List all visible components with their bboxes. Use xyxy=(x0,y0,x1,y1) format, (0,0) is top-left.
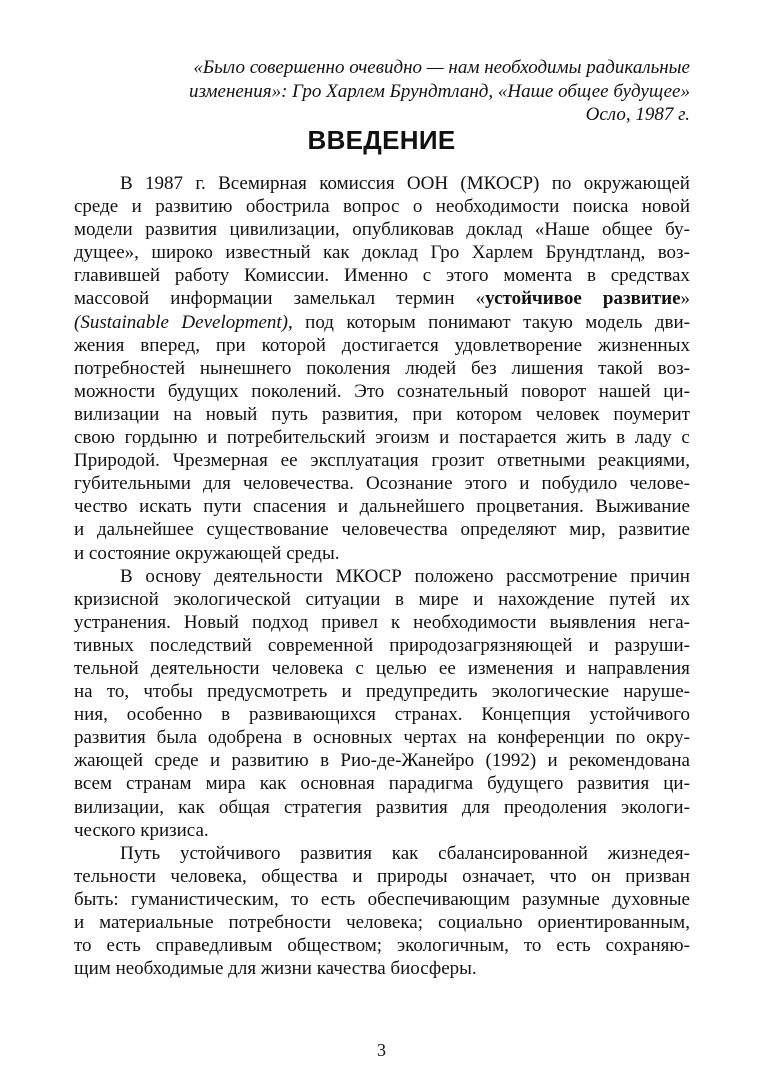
text-line: Путь устойчивого развития как сбалансированной жизнедея- xyxy=(120,842,690,864)
epigraph-signature: Осло, 1987 г. xyxy=(585,104,690,125)
text-line: модели развития цивилизации, опубликовав доклад «Наше общее бу- xyxy=(74,219,690,241)
epigraph xyxy=(74,56,690,127)
text-line: В основу деятельности МКОСР положено рассмотрение причин xyxy=(120,565,690,587)
text-line: тивных последствий современной природозагрязняющей и разруши- xyxy=(74,634,690,656)
text-line: жающей среде и развитию в Рио-де-Жанейро (1992) и рекомендована xyxy=(74,750,690,772)
text-line: щим необходимые для жизни качества биосферы. xyxy=(74,958,477,980)
text-line: на то, чтобы предусмотреть и предупредить экологические наруше- xyxy=(74,681,690,703)
text-line: (Sustainable Development), под которым понимают такую модель дви- xyxy=(74,311,690,333)
text-line: и материальные потребности человека; социально ориентированным, xyxy=(74,912,690,933)
text-line: развития была одобрена в основных чертах на конференции по окру- xyxy=(74,727,690,749)
text-line: быть: гуманистическим, то есть обеспечивающим разумные духовные xyxy=(74,888,690,910)
text-line: вилизации, как общая стратегия развития для преодоления экологи- xyxy=(74,796,690,818)
text-line: тельности человека, общества и природы означает, что он призван xyxy=(74,865,690,887)
text-line: то есть справедливым обществом; экологичным, то есть сохраняю- xyxy=(74,935,690,957)
text-line: ния, особенно в развивающихся странах. Концепция устойчивого xyxy=(74,704,690,726)
text-line: вилизации на новый путь развития, при котором человек поумерит xyxy=(74,403,690,425)
page-number: 3 xyxy=(377,1040,386,1060)
paragraph xyxy=(74,842,690,981)
text-line: чество искать пути спасения и дальнейшего процветания. Выживание xyxy=(74,496,690,518)
text-line: и состояние окружающей среды. xyxy=(74,542,340,564)
text-line: устранения. Новый подход привел к необходимости выявления нега- xyxy=(74,611,690,633)
text-line: и дальнейшее существование человечества определяют мир, развитие xyxy=(74,519,690,541)
epigraph-line: изменения»: Гро Харлем Брундтланд, «Наше общее будущее» xyxy=(188,80,690,102)
text-line: жения вперед, при которой достигается удовлетворение жизненных xyxy=(74,334,690,356)
section-heading: ВВЕДЕНИЕ xyxy=(307,125,456,155)
text-line: кризисной экологической ситуации в мире и нахождение путей их xyxy=(74,588,690,610)
text-line: главившей работу Комиссии. Именно с этого момента в средствах xyxy=(74,265,690,287)
text-line: среде и развитию обострила вопрос о необходимости поиска новой xyxy=(74,196,690,218)
epigraph-line: «Было совершенно очевидно — нам необходимы радикальные xyxy=(193,57,690,78)
body-text xyxy=(74,172,690,980)
text-line: тельной деятельности человека с целью ее изменения и направления xyxy=(74,657,690,679)
text-line: ческого кризиса. xyxy=(74,819,209,841)
text-line: потребностей нынешнего поколения людей без лишения такой воз- xyxy=(74,357,690,379)
paragraph xyxy=(74,565,690,842)
text-line: массовой информации замелькал термин «устойчивое развитие» xyxy=(74,288,690,310)
text-line: можности будущих поколений. Это сознательный поворот нашей ци- xyxy=(74,380,690,402)
text-line: свою гордыню и потребительский эгоизм и постарается жить в ладу с xyxy=(74,427,690,449)
text-line: В 1987 г. Всемирная комиссия ООН (МКОСР) по окружающей xyxy=(120,173,690,194)
paragraph xyxy=(74,172,690,565)
text-line: дущее», широко известный как доклад Гро Харлем Брундтланд, воз- xyxy=(74,242,690,264)
text-line: Природой. Чрезмерная ее эксплуатация грозит ответными реакциями, xyxy=(74,450,690,472)
text-line: всем странам мира как основная парадигма будущего развития ци- xyxy=(74,773,690,795)
text-line: губительными для человечества. Осознание этого и побудило челове- xyxy=(74,473,690,495)
